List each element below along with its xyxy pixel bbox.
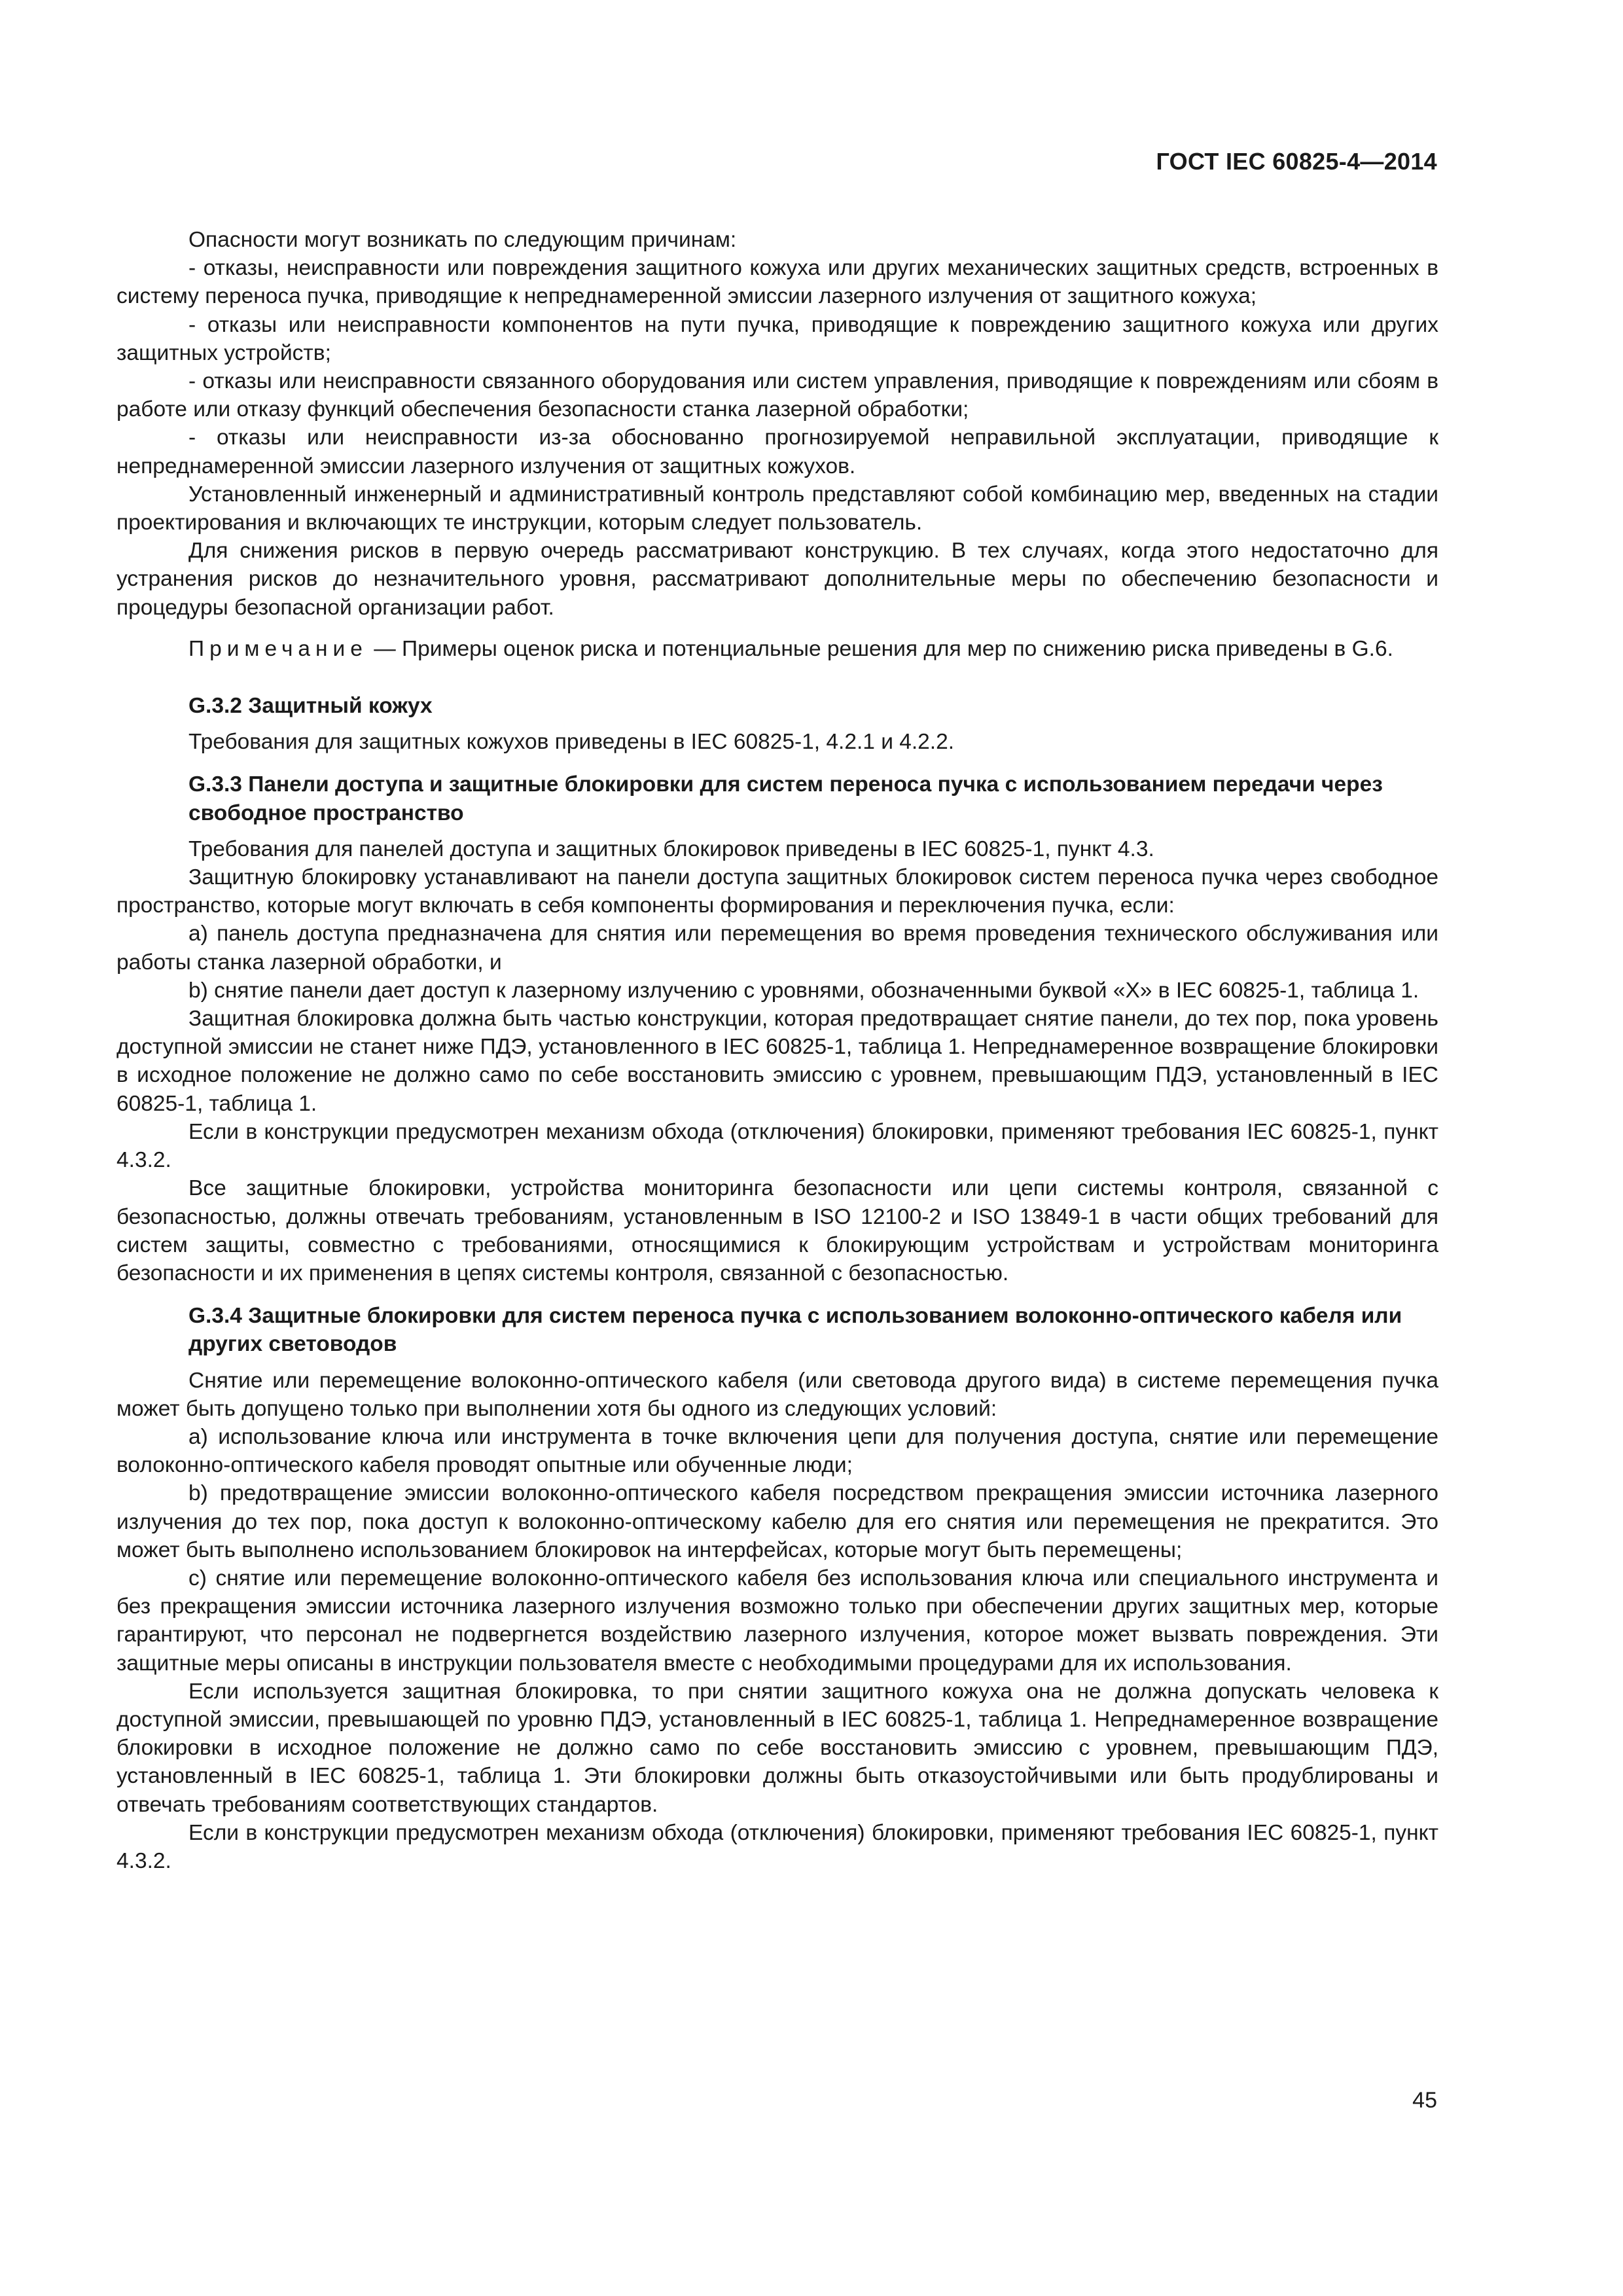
paragraph: Если в конструкции предусмотрен механизм обхода (отключения) блокировки, применяют требования IEC 60825-1, пункт 4.3.2. (116, 1119, 1438, 1173)
note-label: Примечание (188, 636, 368, 661)
list-item: b) снятие панели дает доступ к лазерному излучению с уровнями, обозначенными буквой «Х» в IEC 60825-1, таблица 1. (188, 978, 1419, 1003)
paragraph: Требования для защитных кожухов приведены в IEC 60825-1, 4.2.1 и 4.2.2. (188, 730, 955, 755)
section-heading-g32: G.3.2 Защитный кожух (188, 694, 433, 719)
paragraph: Если используется защитная блокировка, то при снятии защитного кожуха она не должна допускать человека к доступной эмиссии, превышающей по уровню ПДЭ, установленный в IEC 60825-1, таблица 1. Непреднамеренное возвращение блокировки в исходное положение не должно само по себе восстановить эмиссию с уровнем, превышающим ПДЭ, установленный в IEC 60825-1, таблица 1. Эти блокировки должны быть отказоустойчивыми или быть продублированы и отвечать требованиям соответствующих стандартов. (116, 1679, 1438, 1817)
document-body (116, 226, 1438, 1875)
note-text: — Примеры оценок риска и потенциальные решения для мер по снижению риска приведены в G.6. (367, 636, 1393, 661)
note (116, 635, 1438, 663)
list-item: а) использование ключа или инструмента в точке включения цепи для получения доступа, снятие или перемещение волоконно-оптического кабеля проводят опытные или обученные люди; (116, 1424, 1438, 1478)
list-item: - отказы, неисправности или повреждения защитного кожуха или других механических защитных средств, встроенных в систему переноса пучка, приводящие к непреднамеренной эмиссии лазерного излучения от защитного кожуха; (116, 256, 1438, 309)
paragraph: Если в конструкции предусмотрен механизм обхода (отключения) блокировки, применяют требования IEC 60825-1, пункт 4.3.2. (116, 1820, 1438, 1873)
paragraph: Опасности могут возникать по следующим причинам: (188, 228, 737, 252)
paragraph: Защитная блокировка должна быть частью конструкции, которая предотвращает снятие панели, до тех пор, пока уровень доступной эмиссии не станет ниже ПДЭ, установленного в IEC 60825-1, таблица 1. Непреднамеренное возвращение блокировки в исходное положение не должно само по себе восстановить эмиссию с уровнем, превышающим ПДЭ, установленный в IEC 60825-1, таблица 1. (116, 1007, 1438, 1116)
list-item: - отказы или неисправности связанного оборудования или систем управления, приводящие к повреждениям или сбоям в работе или отказу функций обеспечения безопасности станка лазерной обработки; (116, 369, 1438, 422)
document-header: ГОСТ IEC 60825-4—2014 (1156, 148, 1437, 175)
paragraph: Установленный инженерный и административный контроль представляют собой комбинацию мер, введенных на стадии проектирования и включающих те инструкции, которым следует пользователь. (116, 482, 1438, 535)
list-item: c) снятие или перемещение волоконно-оптического кабеля без использования ключа или специального инструмента и без прекращения эмиссии источника лазерного излучения возможно только при обеспечении других защитных мер, которые гарантируют, что персонал не подвергнется воздействию лазерного излучения, которое может вызвать повреждения. Эти защитные меры описаны в инструкции пользователя вместе с необходимыми процедурами для их использования. (116, 1566, 1438, 1676)
list-item: b) предотвращение эмиссии волоконно-оптического кабеля посредством прекращения эмиссии источника лазерного излучения до тех пор, пока доступ к волоконно-оптическому кабелю для его снятия или перемещения не прекратится. Это может быть выполнено использованием блокировок на интерфейсах, которые могут быть перемещены; (116, 1481, 1438, 1562)
paragraph: Для снижения рисков в первую очередь рассматривают конструкцию. В тех случаях, когда этого недостаточно для устранения рисков до незначительного уровня, рассматривают дополнительные меры по обеспечению безопасности и процедуры безопасной организации работ. (116, 539, 1438, 620)
list-item: а) панель доступа предназначена для снятия или перемещения во время проведения технического обслуживания или работы станка лазерной обработки, и (116, 922, 1438, 975)
paragraph: Защитную блокировку устанавливают на панели доступа защитных блокировок систем переноса пучка через свободное пространство, которые могут включать в себя компоненты формирования и переключения пучка, если: (116, 865, 1438, 918)
section-heading-g33: G.3.3 Панели доступа и защитные блокировки для систем переноса пучка с использованием передачи через свободное пространство (188, 772, 1383, 825)
page-number: 45 (1412, 2088, 1437, 2113)
section-heading-g34: G.3.4 Защитные блокировки для систем переноса пучка с использованием волоконно-оптического кабеля или других световодов (188, 1304, 1402, 1357)
paragraph: Требования для панелей доступа и защитных блокировок приведены в IEC 60825-1, пункт 4.3. (188, 836, 1154, 861)
list-item: - отказы или неисправности компонентов на пути пучка, приводящие к повреждению защитного кожуха или других защитных устройств; (116, 312, 1438, 365)
paragraph: Все защитные блокировки, устройства мониторинга безопасности или цепи системы контроля, связанной с безопасностью, должны отвечать требованиям, установленным в ISO 12100-2 и ISO 13849-1 в части общих требований для систем защиты, совместно с требованиями, относящимися к блокирующим устройствам и устройствам мониторинга безопасности и их применения в цепях системы контроля, связанной с безопасностью. (116, 1176, 1438, 1285)
list-item: - отказы или неисправности из-за обоснованно прогнозируемой неправильной эксплуатации, приводящие к непреднамеренной эмиссии лазерного излучения от защитных кожухов. (116, 425, 1438, 478)
paragraph: Снятие или перемещение волоконно-оптического кабеля (или световода другого вида) в системе перемещения пучка может быть допущено только при выполнении хотя бы одного из следующих условий: (116, 1368, 1438, 1421)
